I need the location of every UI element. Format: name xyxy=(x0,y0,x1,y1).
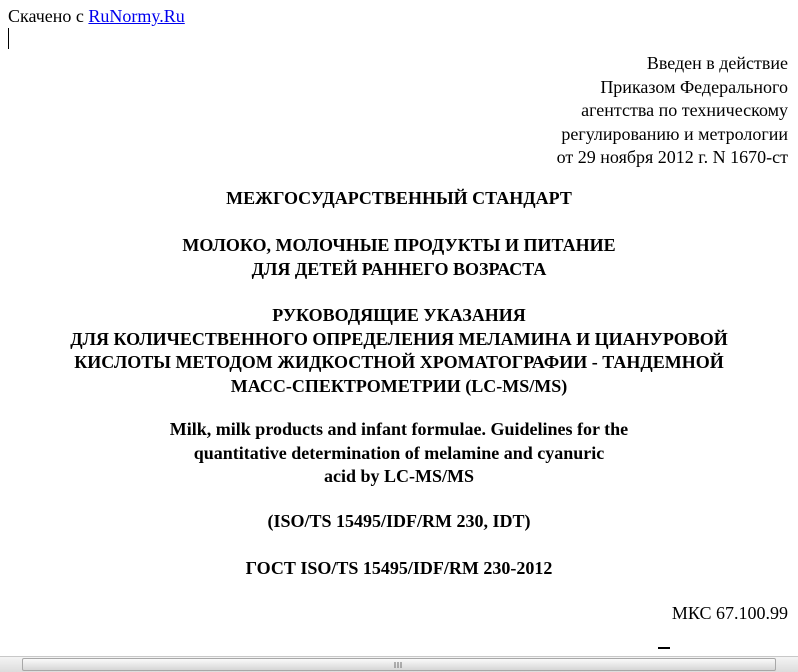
russian-subtitle-line: ДЛЯ КОЛИЧЕСТВЕННОГО ОПРЕДЕЛЕНИЯ МЕЛАМИНА И ЦИАНУРОВОЙ xyxy=(70,328,728,349)
standard-type-heading xyxy=(0,187,798,211)
russian-title xyxy=(0,234,798,281)
gost-number xyxy=(0,557,798,581)
russian-subtitle-line: МАСС-СПЕКТРОМЕТРИИ (LC-MS/MS) xyxy=(230,375,568,396)
russian-subtitle-line: КИСЛОТЫ МЕТОДОМ ЖИДКОСТНОЙ ХРОМАТОГРАФИИ - ТАНДЕМНОЙ xyxy=(74,352,724,372)
download-source-line xyxy=(8,5,185,27)
gost-number-text: ГОСТ ISO/TS 15495/IDF/RM 230-2012 xyxy=(245,558,553,578)
english-title-line: Milk, milk products and infant formulae. Guidelines for the xyxy=(169,419,629,439)
approval-block xyxy=(557,52,788,170)
mks-code: МКС 67.100.99 xyxy=(671,603,788,623)
iso-reference xyxy=(0,510,798,534)
approval-line: агентства по техническому xyxy=(581,100,788,120)
standard-type: МЕЖГОСУДАРСТВЕННЫЙ СТАНДАРТ xyxy=(226,188,572,208)
iso-reference-text: (ISO/TS 15495/IDF/RM 230, IDT) xyxy=(267,511,531,531)
scrollbar-thumb[interactable] xyxy=(22,658,776,671)
russian-subtitle-line: РУКОВОДЯЩИЕ УКАЗАНИЯ xyxy=(272,305,526,325)
english-title-line: acid by LC-MS/MS xyxy=(323,466,474,486)
download-prefix: Скачено с xyxy=(8,6,84,26)
grip-icon xyxy=(395,662,404,668)
approval-line: Введен в действие xyxy=(646,53,788,73)
approval-line: от 29 ноября 2012 г. N 1670-ст xyxy=(556,147,788,167)
runormy-link[interactable]: RuNormy.Ru xyxy=(88,6,185,26)
english-title-line: quantitative determination of melamine and cyanuric xyxy=(193,442,605,463)
approval-line: регулированию и метрологии xyxy=(561,123,788,144)
russian-title-line: ДЛЯ ДЕТЕЙ РАННЕГО ВОЗРАСТА xyxy=(251,258,547,279)
approval-line: Приказом Федерального xyxy=(600,76,788,97)
clipped-text-fragment xyxy=(658,647,670,649)
russian-subtitle xyxy=(0,304,798,398)
horizontal-scrollbar[interactable] xyxy=(0,656,798,672)
russian-title-line: МОЛОКО, МОЛОЧНЫЕ ПРОДУКТЫ И ПИТАНИЕ xyxy=(182,235,616,255)
english-title xyxy=(0,418,798,489)
text-cursor xyxy=(8,28,9,49)
